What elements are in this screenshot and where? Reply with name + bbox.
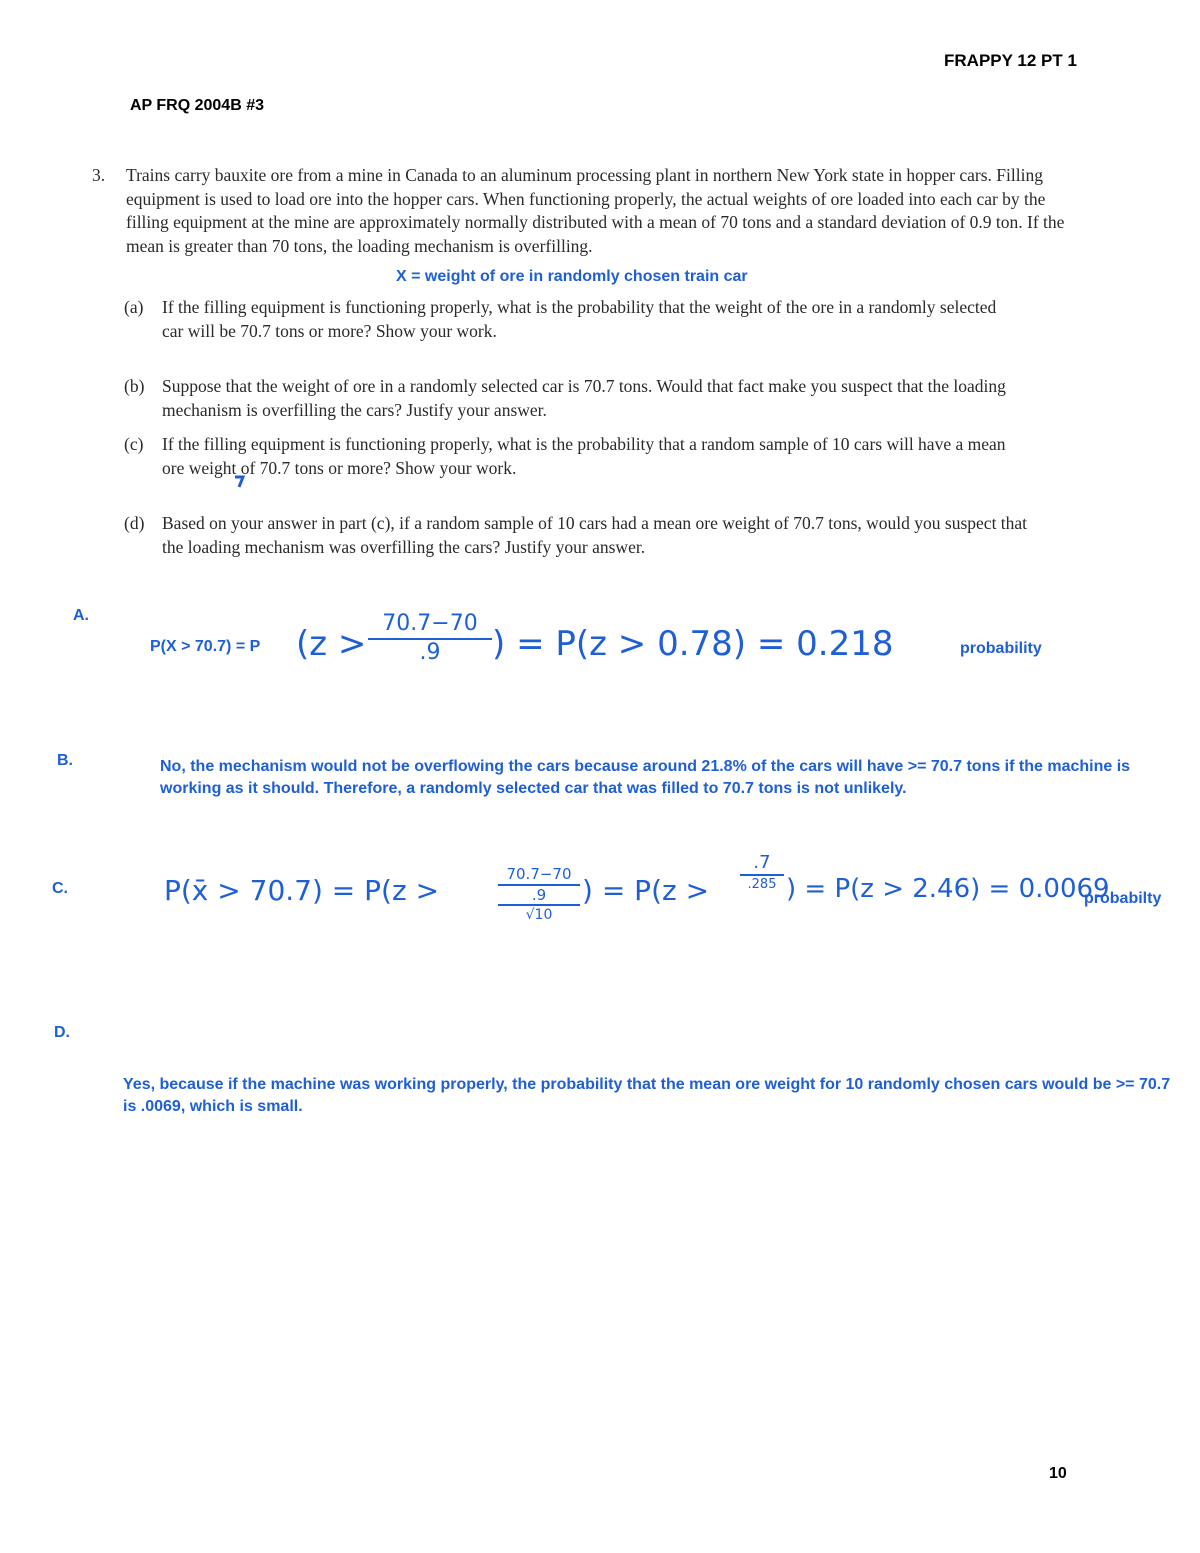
part-text: Based on your answer in part (c), if a random sample of 10 cars had a mean ore weight of 70.7 tons, would you suspect that the loading mechanism was overfilling the cars? Justify your answer. (162, 513, 1028, 557)
fraction-sqrt: √10 (525, 907, 553, 923)
part-letter: (c) (124, 434, 144, 454)
answer-a-fraction (368, 610, 492, 666)
answer-d-label: D. (54, 1024, 70, 1041)
handwritten-mark (232, 474, 246, 490)
page-number: 10 (1049, 1465, 1067, 1482)
answer-a-hand-open: (z > (296, 624, 367, 664)
part-text: If the filling equipment is functioning properly, what is the probability that the weight of the ore in a randomly selected car will be 70.7 tons or more? Show your work. (162, 297, 997, 341)
variable-definition-note: X = weight of ore in randomly chosen train car (396, 268, 748, 285)
part-c-question (124, 433, 1074, 480)
fraction-numerator: 70.7−70 (498, 864, 580, 886)
answer-b-text: No, the mechanism would not be overflowing the cars because around 21.8% of the cars will have >= 70.7 tons if the machine is working as it should. Therefore, a randomly selected car that was filled to 70.7 tons is not unlikely. (160, 758, 1131, 797)
answer-c-fraction (498, 864, 580, 924)
part-b-question (124, 375, 1084, 422)
answer-c-fraction-2 (740, 852, 784, 894)
fraction-numerator: .7 (740, 852, 784, 876)
fraction-denominator: .9 (498, 886, 580, 906)
fraction-denominator: .285 (747, 877, 777, 892)
problem-stem-text: Trains carry bauxite ore from a mine in Canada to an aluminum processing plant in northern New York state in hopper cars. Filling equipment is used to load ore into the hopper cars. When functioning properly, the actual weights of ore loaded into each car by the filling equipment at the mine are approximately normally distributed with a mean of 70 tons and a standard deviation of 0.9 ton. If the mean is greater than 70 tons, the loading mechanism is overfilling. (126, 165, 1065, 256)
fraction-denominator: .9 (419, 640, 441, 665)
answer-c-hand-mid: ) = P(z > (582, 874, 710, 907)
answer-a-typed-lhs: P(X > 70.7) = P (150, 638, 261, 655)
part-a-question (124, 296, 1074, 343)
frq-source-title: AP FRQ 2004B #3 (130, 97, 264, 114)
answer-c-label: C. (52, 880, 68, 897)
problem-number: 3. (92, 165, 106, 185)
problem-stem (92, 164, 1072, 258)
answer-c-note: probabilty (1084, 890, 1162, 907)
answer-a-note: probability (960, 640, 1042, 657)
answer-a-label: A. (73, 607, 89, 624)
answer-c-hand-rhs: ) = P(z > 2.46) = 0.0069 (786, 874, 1110, 904)
answer-d-text: Yes, because if the machine was working properly, the probability that the mean ore weight for 10 randomly chosen cars would be >= 70.7 is .0069, which is small. (123, 1076, 1171, 1115)
part-letter: (b) (124, 376, 145, 396)
page-header-title: FRAPPY 12 PT 1 (944, 51, 1077, 70)
part-text: Suppose that the weight of ore in a randomly selected car is 70.7 tons. Would that fact make you suspect that the loading mechanism is overfilling the cars? Justify your answer. (162, 376, 1006, 420)
part-text: If the filling equipment is functioning properly, what is the probability that a random sample of 10 cars will have a mean ore weight of 70.7 tons or more? Show your work. (162, 434, 1006, 478)
part-d-question (124, 512, 1074, 559)
answer-b-label: B. (57, 752, 73, 769)
answer-c-hand-lhs: P(x̄ > 70.7) = P(z > (164, 874, 440, 907)
fraction-numerator: 70.7−70 (368, 610, 492, 640)
part-letter: (a) (124, 297, 144, 317)
part-letter: (d) (124, 513, 145, 533)
answer-a-hand-result: ) = P(z > 0.78) = 0.218 (492, 624, 894, 664)
